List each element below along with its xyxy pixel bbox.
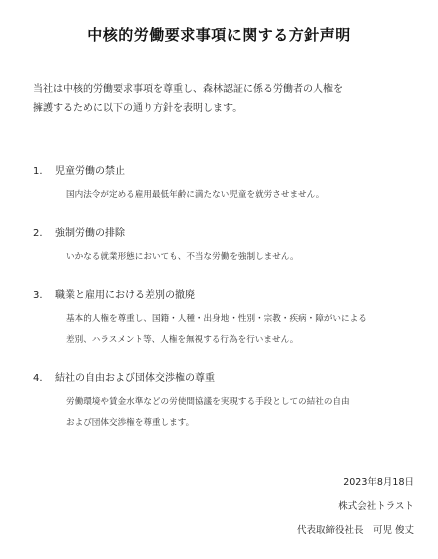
intro-line: 擁護するために以下の通り方針を表明します。 — [33, 103, 243, 114]
section-body — [66, 247, 423, 268]
page-title: 中核的労働要求事項に関する方針声明 — [87, 26, 351, 44]
section-body-line: および団体交渉権を尊重します。 — [66, 418, 195, 428]
section-body-line: 基本的人権を尊重し、国籍・人種・出身地・性別・宗教・疾病・障がいによる — [66, 314, 367, 324]
section-body-line: 国内法令が定める雇用最低年齢に満たない児童を就労させません。 — [66, 190, 325, 200]
section-title: 結社の自由および団体交渉権の尊重 — [55, 373, 215, 384]
section-title: 児童労働の禁止 — [55, 166, 125, 177]
section-number: 3. — [33, 290, 43, 301]
section-body-line: 差別、ハラスメント等、人権を無視する行為を行いません。 — [66, 335, 299, 345]
intro-paragraph — [33, 80, 413, 118]
section-body — [66, 392, 423, 434]
policy-section-discrimination — [33, 289, 423, 351]
intro-line: 当社は中核的労働要求事項を尊重し、森林認証に係る労働者の人権を — [33, 84, 343, 95]
section-body — [66, 185, 423, 206]
section-number: 4. — [33, 373, 43, 384]
section-number: 2. — [33, 228, 43, 239]
signature-date: 2023年8月18日 — [343, 477, 414, 488]
section-title: 職業と雇用における差別の撤廃 — [55, 290, 195, 301]
section-body-line: いかなる就業形態においても、不当な労働を強制しません。 — [66, 252, 299, 262]
policy-section-forced-labor — [33, 227, 423, 268]
signature-representative: 代表取締役社長 可児 俊丈 — [296, 525, 414, 536]
section-body — [66, 309, 423, 351]
section-body-line: 労働環境や賃金水準などの労使間協議を実現する手段としての結社の自由 — [66, 397, 350, 407]
section-title: 強制労働の排除 — [55, 228, 125, 239]
section-heading — [33, 289, 423, 303]
section-heading — [33, 372, 423, 386]
signature-company: 株式会社トラスト — [338, 501, 414, 512]
policy-section-association — [33, 372, 423, 434]
section-heading — [33, 165, 423, 179]
policy-section-child-labor — [33, 165, 423, 206]
section-number: 1. — [33, 166, 43, 177]
section-heading — [33, 227, 423, 241]
